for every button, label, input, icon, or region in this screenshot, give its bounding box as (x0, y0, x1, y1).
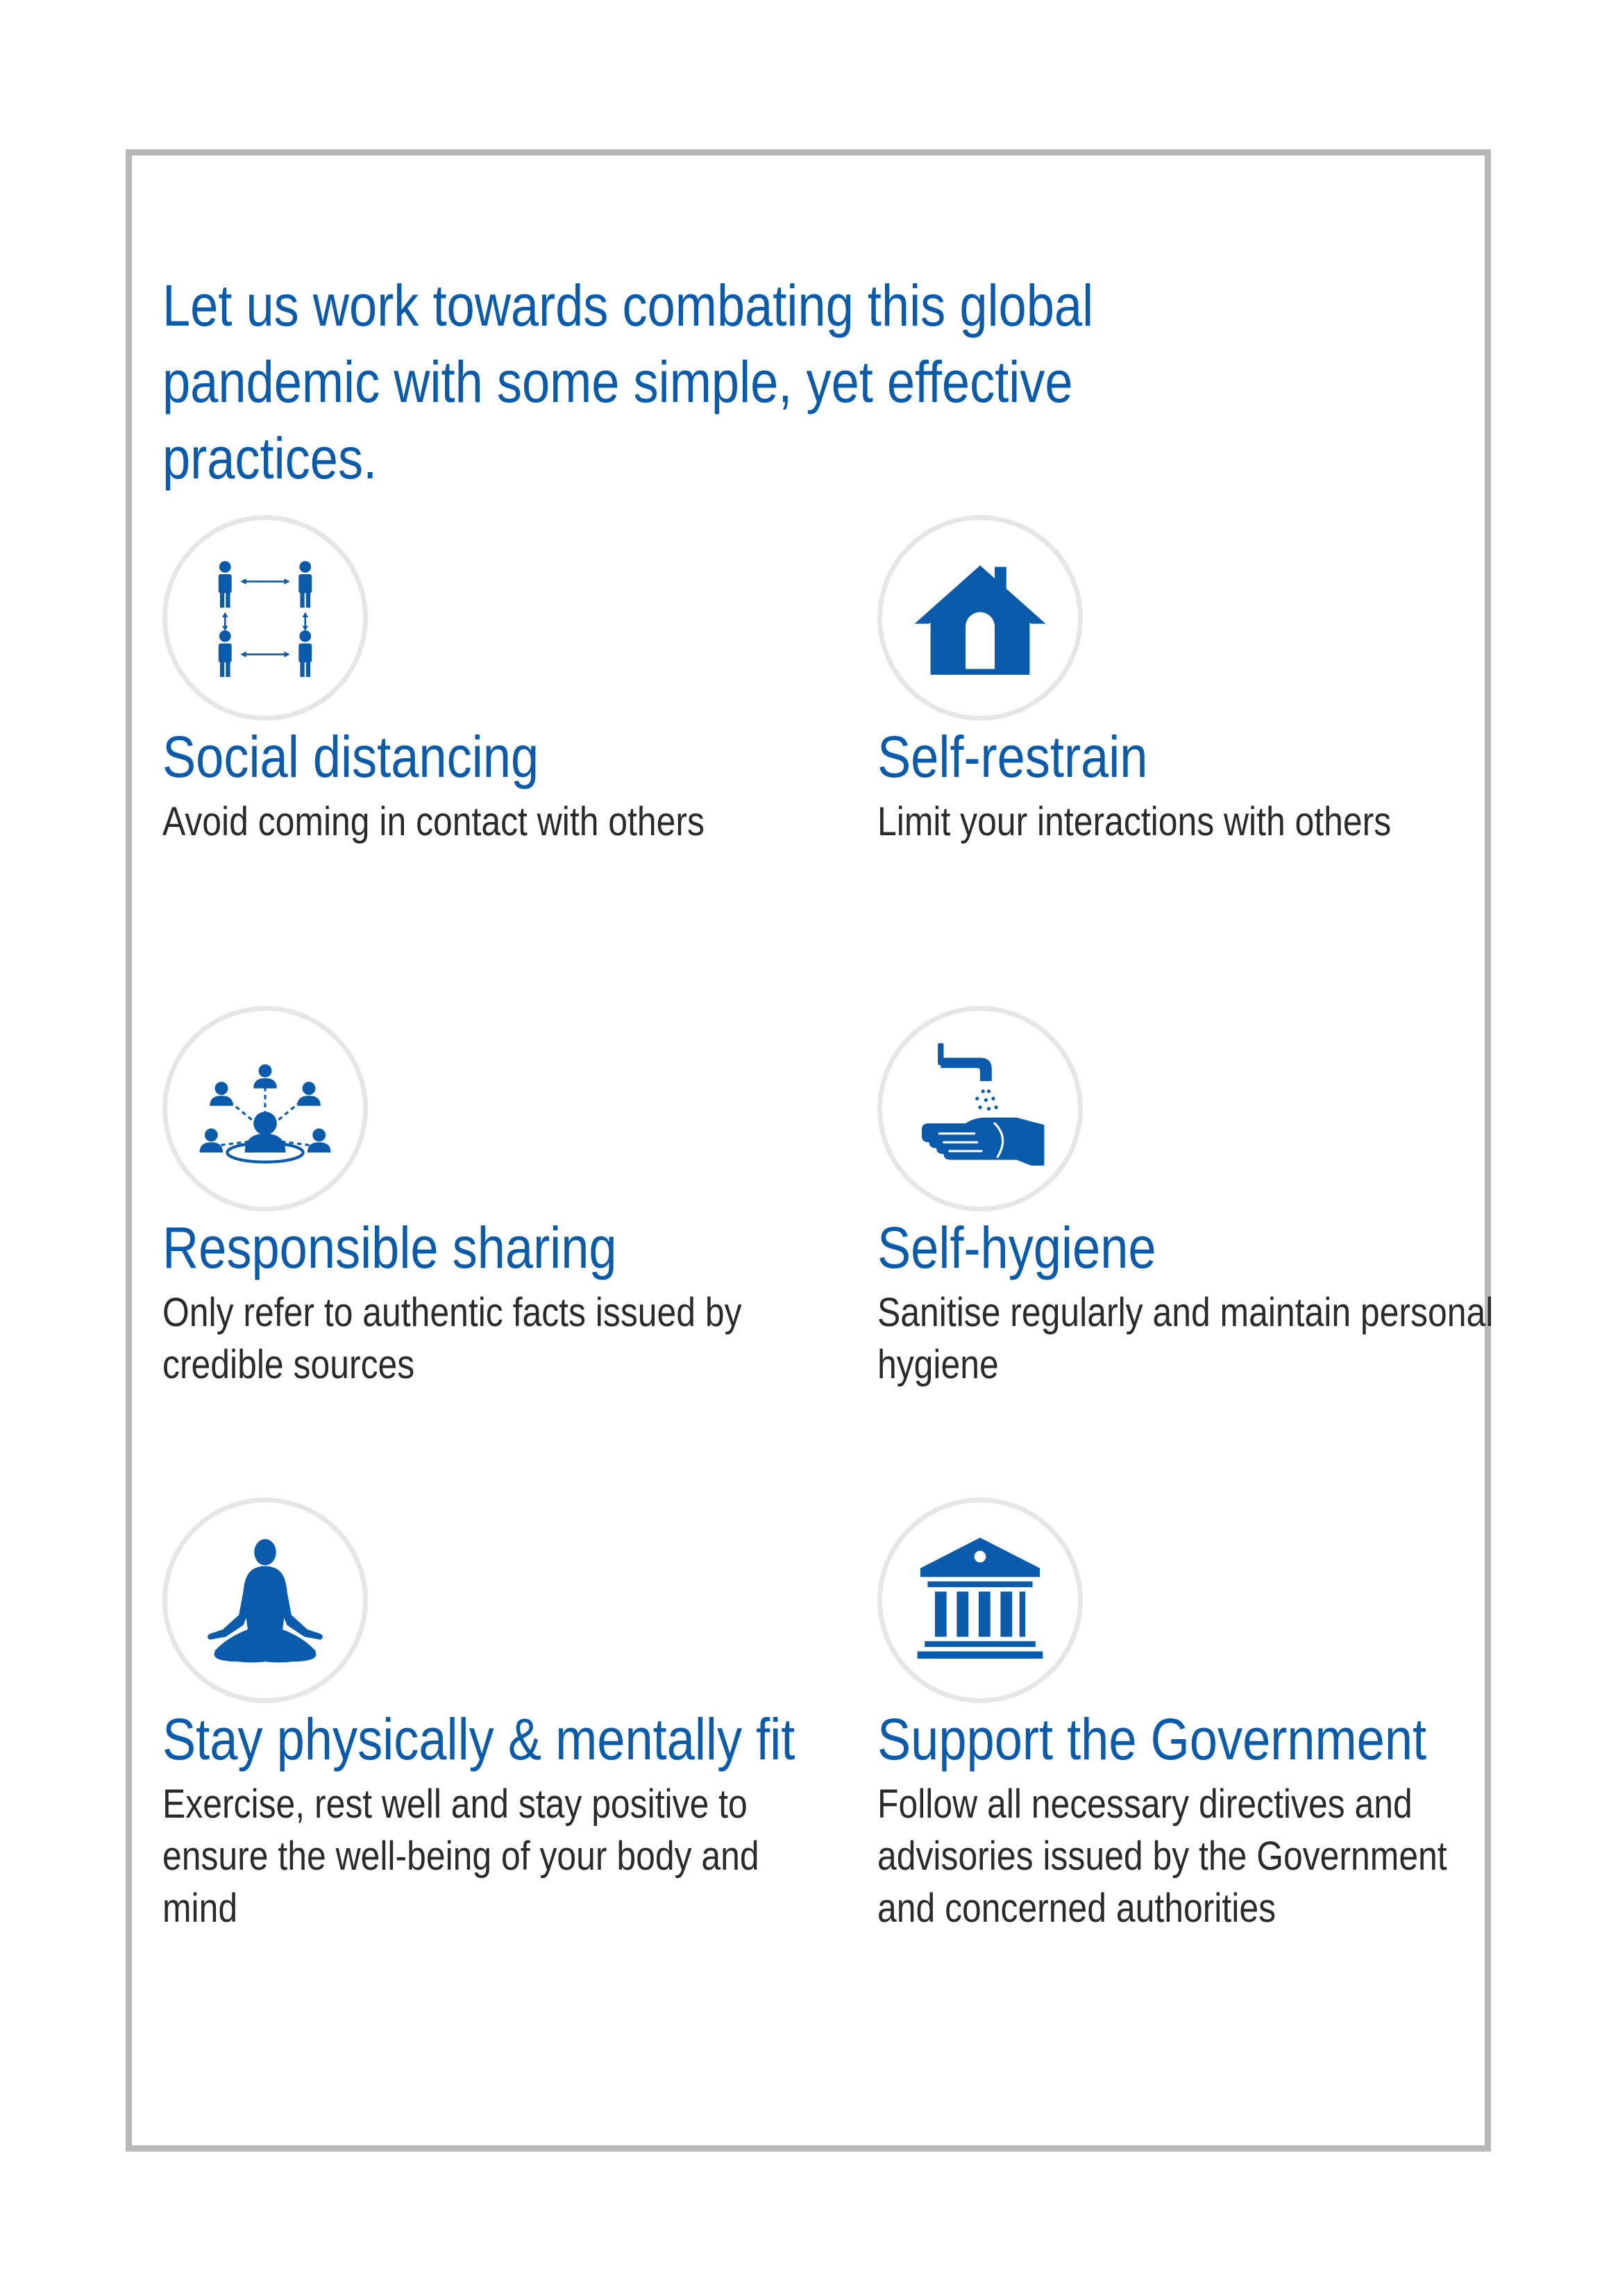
icon-circle (162, 1498, 368, 1703)
government-building-icon (907, 1527, 1053, 1673)
icon-circle (162, 515, 368, 721)
icon-circle (877, 515, 1083, 721)
practice-social-distancing (162, 515, 801, 848)
meditation-icon (192, 1527, 338, 1673)
icon-circle (877, 1498, 1083, 1703)
practice-self-restrain (877, 515, 1516, 848)
practice-title: Stay physically & mentally fit (162, 1707, 795, 1772)
practice-stay-fit (162, 1498, 801, 1934)
practice-title: Responsible sharing (162, 1215, 617, 1280)
practice-description: Limit your interactions with others (877, 799, 1392, 844)
practice-description: Follow all necessary directives and advisories issued by the Government and concerned authorities (877, 1782, 1447, 1931)
house-icon (907, 545, 1053, 691)
practice-responsible-sharing (162, 1006, 801, 1391)
network-sharing-icon (192, 1036, 338, 1182)
practice-support-government (877, 1498, 1516, 1934)
practice-description: Avoid coming in contact with others (162, 799, 705, 844)
practice-description: Only refer to authentic facts issued by credible sources (162, 1290, 742, 1387)
icon-circle (162, 1006, 368, 1212)
practice-title: Self-restrain (877, 724, 1148, 789)
practice-title: Self-hygiene (877, 1215, 1156, 1280)
practice-title: Social distancing (162, 724, 539, 789)
page-headline: Let us work towards combating this global pandemic with some simple, yet effective practices. (162, 273, 1094, 491)
practice-title: Support the Government (877, 1707, 1427, 1772)
practice-self-hygiene (877, 1006, 1516, 1391)
social-distancing-icon (192, 545, 338, 691)
hand-washing-icon (907, 1036, 1053, 1182)
practice-description: Sanitise regularly and maintain personal hygiene (877, 1290, 1494, 1387)
icon-circle (877, 1006, 1083, 1212)
practice-description: Exercise, rest well and stay positive to ensure the well-being of your body and mind (162, 1782, 759, 1931)
